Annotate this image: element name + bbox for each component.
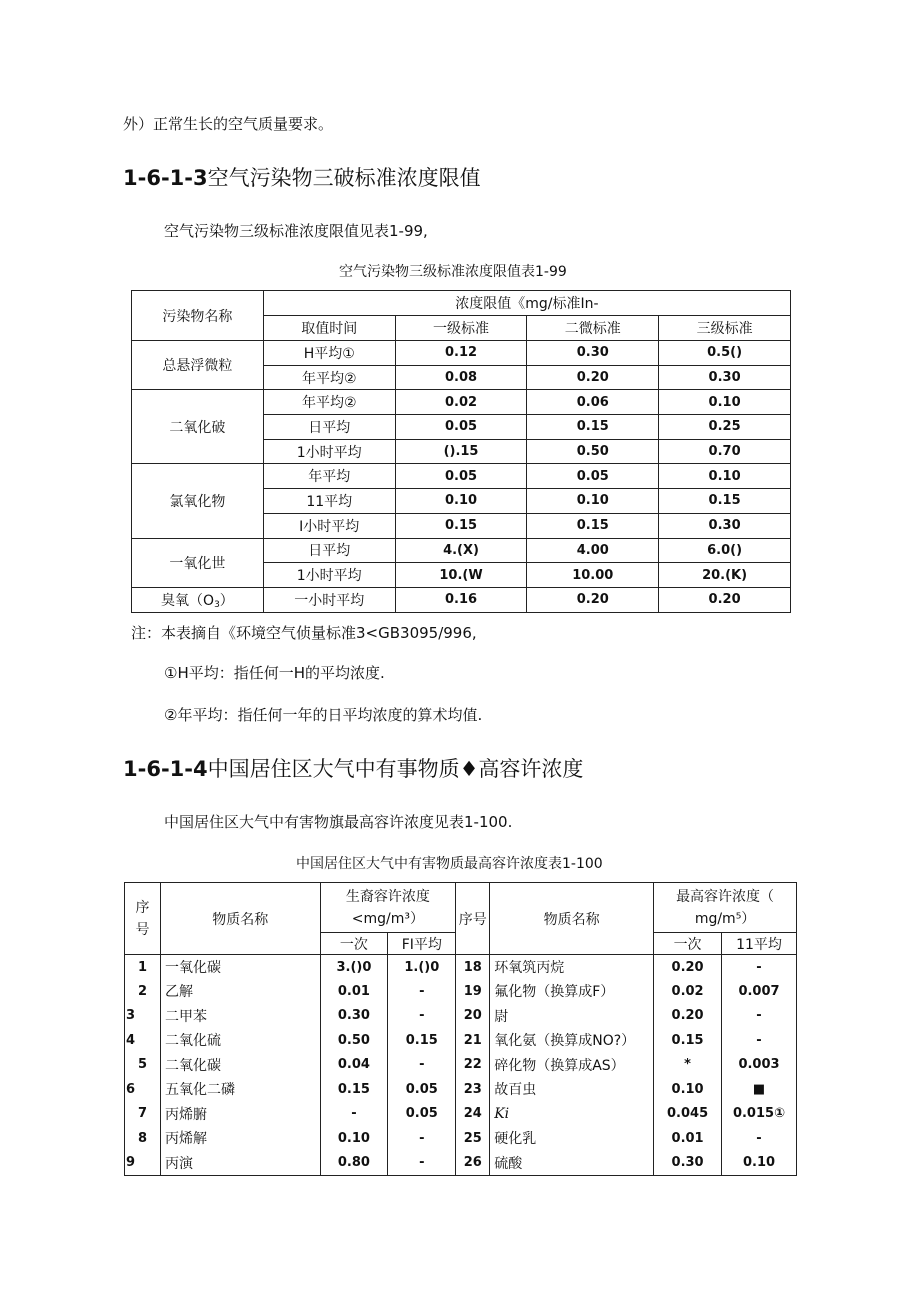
row-no-right: 26: [456, 1151, 490, 1176]
row-no-right: 19: [456, 979, 490, 1004]
table-row: [125, 955, 797, 980]
header-no-right: 序号: [456, 883, 490, 955]
substance-name-left: 乙解: [160, 979, 320, 1004]
pollutant-name-text: 臭氧（O: [161, 592, 215, 609]
section-heading-1: [123, 164, 481, 192]
pollutant-table-body: [132, 291, 791, 613]
daily-value-right: 0.10: [722, 1151, 797, 1176]
row-no-left: 8: [125, 1126, 161, 1151]
level-2-value: 0.15: [527, 415, 659, 440]
level-3-value: 0.10: [659, 390, 791, 415]
daily-value-left: -: [388, 1151, 456, 1176]
daily-value-right: 0.015①: [722, 1102, 797, 1127]
level-3-value: 0.10: [659, 464, 791, 489]
row-no-left: 4: [125, 1028, 161, 1053]
level-2-value: 0.30: [527, 341, 659, 366]
sampling-time: 11平均: [263, 489, 395, 514]
level-3-value: 6.0(): [659, 538, 791, 563]
header-pollutant-name: 污染物名称: [132, 291, 264, 341]
once-value-right: 0.20: [654, 1004, 722, 1029]
level-3-value: 0.15: [659, 489, 791, 514]
table-header-row: [125, 883, 797, 933]
row-no-left: 5: [125, 1053, 161, 1078]
header-name-left: 物质名称: [160, 883, 320, 955]
row-no-left: 2: [125, 979, 161, 1004]
once-value-right: 0.045: [654, 1102, 722, 1127]
daily-value-right: -: [722, 955, 797, 980]
daily-value-left: 0.05: [388, 1102, 456, 1127]
table-row: [132, 587, 791, 612]
substance-name-left: 二氧化硫: [160, 1028, 320, 1053]
pollutant-name: 二氧化破: [132, 390, 264, 464]
daily-value-left: -: [388, 979, 456, 1004]
level-2-value: 4.00: [527, 538, 659, 563]
section-number: 1-6-1-3: [123, 166, 208, 190]
row-no-left: 6: [125, 1077, 161, 1102]
pollutant-name-subscript: 3: [214, 599, 220, 610]
daily-value-right: 0.007: [722, 979, 797, 1004]
level-1-value: 0.05: [395, 464, 527, 489]
row-no-left: 1: [125, 955, 161, 980]
substance-name-right: 碎化物（换算成AS）: [490, 1053, 654, 1078]
header-level-3: 三级标准: [659, 316, 791, 341]
sampling-time: 日平均: [263, 415, 395, 440]
once-value-right: 0.02: [654, 979, 722, 1004]
table-row: [132, 390, 791, 415]
header-limit: 浓度限值《mg/标准In-: [263, 291, 790, 316]
daily-value-left: -: [388, 1053, 456, 1078]
row-no-right: 20: [456, 1004, 490, 1029]
table-row: [125, 979, 797, 1004]
substance-name-right: Ki: [490, 1102, 654, 1127]
pollutant-limit-table: [131, 290, 791, 613]
once-value-left: 0.50: [320, 1028, 388, 1053]
level-1-value: 4.(X): [395, 538, 527, 563]
once-value-left: 0.04: [320, 1053, 388, 1078]
note-item-2: ②年平均：指任何一年的日平均浓度的算术均值.: [164, 706, 483, 724]
once-value-right: 0.10: [654, 1077, 722, 1102]
row-no-left: 3: [125, 1004, 161, 1029]
note-item-1: ①H平均：指任何一H的平均浓度.: [164, 664, 385, 682]
row-no-right: 22: [456, 1053, 490, 1078]
substance-name-right: 氧化氨（换算成NO?）: [490, 1028, 654, 1053]
sampling-time: 年平均: [263, 464, 395, 489]
sampling-time: 年平均②: [263, 390, 395, 415]
section-heading-2: [123, 755, 583, 783]
daily-value-right: 0.003: [722, 1053, 797, 1078]
daily-value-right: -: [722, 1126, 797, 1151]
level-2-value: 0.50: [527, 439, 659, 464]
table-row: [132, 464, 791, 489]
level-1-value: 0.16: [395, 587, 527, 612]
level-3-value: 0.30: [659, 365, 791, 390]
level-2-value: 10.00: [527, 563, 659, 588]
table-row: [125, 1077, 797, 1102]
intro-line: 外）正常生长的空气质量要求。: [123, 115, 334, 133]
table-row: [125, 1151, 797, 1176]
pollutant-name: 氯氧化物: [132, 464, 264, 538]
header-limit-left: 生裔容许浓度 <mg/m³）: [320, 883, 456, 933]
pollutant-name-end: ）: [219, 592, 234, 609]
daily-value-left: 1.()0: [388, 955, 456, 980]
sampling-time: 日平均: [263, 538, 395, 563]
daily-value-left: 0.05: [388, 1077, 456, 1102]
level-2-value: 0.05: [527, 464, 659, 489]
header-level-2: 二微标准: [527, 316, 659, 341]
substance-name-left: 二甲苯: [160, 1004, 320, 1029]
level-1-value: 0.15: [395, 513, 527, 538]
sampling-time: H平均①: [263, 341, 395, 366]
daily-value-right: -: [722, 1028, 797, 1053]
level-1-value: 0.05: [395, 415, 527, 440]
level-3-value: 0.5(): [659, 341, 791, 366]
header-sampling-time: 取值时间: [263, 316, 395, 341]
sampling-time: 一小时平均: [263, 587, 395, 612]
section-paragraph: 中国居住区大气中有害物旗最高容许浓度见表1-100.: [164, 813, 513, 831]
level-1-value: 0.02: [395, 390, 527, 415]
level-3-value: 20.(K): [659, 563, 791, 588]
once-value-left: -: [320, 1102, 388, 1127]
row-no-right: 18: [456, 955, 490, 980]
once-value-left: 0.15: [320, 1077, 388, 1102]
pollutant-name: 一氧化世: [132, 538, 264, 587]
once-value-left: 0.30: [320, 1004, 388, 1029]
substance-name-right: 故百虫: [490, 1077, 654, 1102]
daily-value-right: -: [722, 1004, 797, 1029]
table-row: [125, 1102, 797, 1127]
substance-name-left: 一氧化碳: [160, 955, 320, 980]
level-3-value: 0.70: [659, 439, 791, 464]
once-value-right: 0.20: [654, 955, 722, 980]
header-daily-right: 11平均: [722, 933, 797, 955]
once-value-left: 0.80: [320, 1151, 388, 1176]
daily-value-left: -: [388, 1126, 456, 1151]
table-note: 注：本表摘自《环境空气侦量标准3<GB3095/996,: [131, 624, 477, 642]
once-value-left: 0.01: [320, 979, 388, 1004]
table-header-row: [132, 291, 791, 316]
table-caption: 空气污染物三级标准浓度限值表1-99: [339, 264, 567, 280]
sampling-time: 1小时平均: [263, 439, 395, 464]
once-value-right: 0.15: [654, 1028, 722, 1053]
substance-name-left: 丙烯解: [160, 1126, 320, 1151]
row-no-left: 7: [125, 1102, 161, 1127]
sampling-time: 1小时平均: [263, 563, 395, 588]
level-2-value: 0.20: [527, 365, 659, 390]
section-number: 1-6-1-4: [123, 757, 208, 781]
once-value-left: 3.()0: [320, 955, 388, 980]
level-1-value: 0.08: [395, 365, 527, 390]
row-no-right: 25: [456, 1126, 490, 1151]
row-no-right: 24: [456, 1102, 490, 1127]
level-3-value: 0.25: [659, 415, 791, 440]
substance-name-left: 二氧化碳: [160, 1053, 320, 1078]
substance-table-body: [125, 883, 797, 1176]
table-row: [125, 1053, 797, 1078]
pollutant-name: 总悬浮微粒: [132, 341, 264, 390]
substance-name-left: 五氧化二磷: [160, 1077, 320, 1102]
table-row: [125, 1004, 797, 1029]
level-1-value: 10.(W: [395, 563, 527, 588]
header-once-left: 一次: [320, 933, 388, 955]
level-3-value: 0.30: [659, 513, 791, 538]
row-no-right: 23: [456, 1077, 490, 1102]
substance-name-right: 尉: [490, 1004, 654, 1029]
substance-name-right: 氟化物（换算成F）: [490, 979, 654, 1004]
header-limit-right: 最高容许浓度（ mg/m⁵）: [654, 883, 797, 933]
substance-name-left: 丙演: [160, 1151, 320, 1176]
header-level-1: 一级标准: [395, 316, 527, 341]
substance-name-right: 硬化乳: [490, 1126, 654, 1151]
level-2-value: 0.10: [527, 489, 659, 514]
table-row: [132, 538, 791, 563]
level-1-value: ().15: [395, 439, 527, 464]
table-row: [132, 341, 791, 366]
header-no-left: 序号: [125, 883, 161, 955]
level-2-value: 0.06: [527, 390, 659, 415]
substance-name-right: 硫酸: [490, 1151, 654, 1176]
level-1-value: 0.12: [395, 341, 527, 366]
once-value-right: 0.01: [654, 1126, 722, 1151]
level-3-value: 0.20: [659, 587, 791, 612]
section-title: 空气污染物三破标准浓度限值: [207, 166, 481, 190]
table-row: [125, 1028, 797, 1053]
header-daily-left: FI平均: [388, 933, 456, 955]
sampling-time: 年平均②: [263, 365, 395, 390]
once-value-right: *: [654, 1053, 722, 1078]
substance-name-left: 丙烯腑: [160, 1102, 320, 1127]
max-concentration-table: [124, 882, 797, 1176]
row-no-right: 21: [456, 1028, 490, 1053]
header-name-right: 物质名称: [490, 883, 654, 955]
once-value-left: 0.10: [320, 1126, 388, 1151]
daily-value-left: -: [388, 1004, 456, 1029]
daily-value-left: 0.15: [388, 1028, 456, 1053]
row-no-left: 9: [125, 1151, 161, 1176]
level-1-value: 0.10: [395, 489, 527, 514]
substance-name-right: 环氧筑丙烷: [490, 955, 654, 980]
table-caption: 中国居住区大气中有害物质最高容许浓度表1-100: [296, 856, 603, 872]
table-row: [125, 1126, 797, 1151]
header-once-right: 一次: [654, 933, 722, 955]
once-value-right: 0.30: [654, 1151, 722, 1176]
level-2-value: 0.20: [527, 587, 659, 612]
section-paragraph: 空气污染物三级标准浓度限值见表1-99,: [164, 222, 428, 240]
daily-value-right: ■: [722, 1077, 797, 1102]
level-2-value: 0.15: [527, 513, 659, 538]
section-title: 中国居住区大气中有事物质♦高容许浓度: [207, 757, 584, 781]
pollutant-name: [132, 587, 264, 612]
sampling-time: I小时平均: [263, 513, 395, 538]
